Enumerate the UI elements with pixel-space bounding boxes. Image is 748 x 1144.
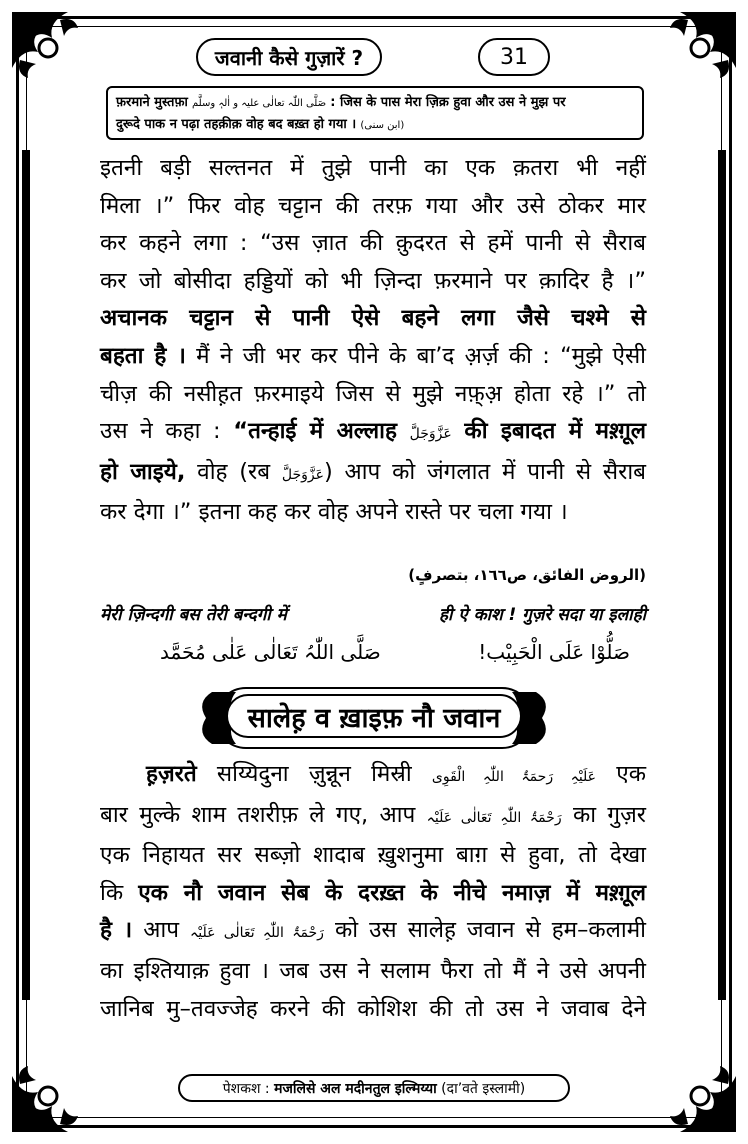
para1-line-9-pre: वोह (रब [185,458,282,485]
notice-line1-text: : जिस के पास मेरा ज़िक्र हुवा और उस ने मुझ पर [330,95,566,110]
para1-line-5: अचानक चट्टान से पानी ऐसे बहने लगा जैसे चश्मे से [100,305,646,332]
para2-line-6: का इश्तियाक़ हुवा । जब उस ने सलाम फैरा तो मैं ने उसे अपनी [100,957,646,984]
para1-line-9 [100,454,646,495]
para2-line-3: एक निहायत सर सब्ज़ो शादाब ख़ुशनुमा बाग़ से हुवा, तो देखा [100,842,646,869]
salawat-response: صَلَّی اللّٰہُ تَعَالٰی عَلٰی مُحَمَّد [160,640,381,664]
notice-source: (ابن سنی) [360,120,405,131]
para2-line-1-rest: सय्यिदुना ज़ुन्नून मिस्री [196,761,432,787]
poem-couplet [100,602,646,625]
notice-label: फ़रमाने मुस्तफ़ा [116,95,188,110]
paragraph-1 [100,150,646,532]
para1-line-4: कर जो बोसीदा हड्डियों को भी ज़िन्दा फ़रमाने पर क़ादिर है ।” [100,267,646,294]
para1-line-10: कर देगा ।” इतना कह कर वोह अपने रास्ते पर चला गया । [100,499,568,526]
page-number: 31 [478,38,550,76]
para1-line-8-pre: उस ने कहा : [100,418,234,445]
right-border-bar [718,150,726,1000]
para1-line-9-bold: हो जाइये, [100,458,186,485]
para1-line-8-bold-b: की इबादत में मश़्ग़ूल [464,418,647,445]
paragraph-2 [100,756,646,1028]
couplet-second-half: ही ऐ काश ! गुज़रे सदा या इलाही [438,605,646,625]
hadith-notice-box [106,86,644,140]
para1-line-6-bold: बहता है । [100,342,186,369]
honorific-rahmatullah-2: رَحْمَۃُ اللّٰہِ تَعَالٰی عَلَیْہ [190,925,324,942]
source-reference: (الروض الفائق، ص١٦٦، بتصرفٍ) [408,566,646,584]
notice-salutation: صَلَّی اللّٰہ تعالٰی علیہ و اٰلہٖ وسلَّم [192,98,327,109]
para2-line-1 [100,756,646,797]
honorific-azza-wajal: عَزَّوَجَلَّ [409,426,452,443]
honorific-alayhi-rahma: عَلَیْہِ رَحمَۃُ اللّٰہِ الْقَوِی [431,769,597,785]
honorific-azza-wajal-2: عَزَّوَجَلَّ [281,466,324,483]
para2-line-2-end: का गुज़र [561,801,647,828]
publisher-footer [178,1074,570,1102]
salawat-call: صَلُّوْا عَلَی الْحَبِیْب! [478,640,630,664]
footer-suffix: (दा’वते इस्लामी) [441,1080,526,1097]
book-title: जवानी कैसे गुज़ारें ? [196,38,382,76]
para2-line-1-end: एक [596,761,646,787]
para1-line-1: इतनी बड़ी सल्तनत में तुझे पानी का एक क़तरा भी नहीं [100,155,646,181]
para1-line-2: मिला ।” फिर वोह चट्टान की तरफ़ गया और उसे ठोकर मार [100,192,646,219]
para2-line-5-bold: है । [100,917,133,944]
para1-line-8 [100,413,646,454]
para1-line-3: कर कहने लगा : “उस ज़ात की क़ुदरत से हमें पानी से सैराब [100,230,646,257]
para1-line-7: चीज़ की नसीह़त फ़रमाइये जिस से मुझे नफ़्अ़ होता रहे ।” तो [100,380,646,407]
para2-line-4 [100,875,646,913]
para2-line-5-pre: आप [132,917,191,944]
para2-line-2 [100,797,646,838]
footer-publisher: मजलिसे अल मदीनतुल इल्मिय्या [274,1080,437,1097]
para2-line-4-pre: कि [100,879,139,906]
left-border-bar [22,150,30,1000]
para1-line-9-rest: ) आप को जंगलात में पानी से सैराब [323,458,647,485]
footer-label: पेशकश : [222,1080,270,1097]
para1-line-8-bold-a: “तन्हाई में अल्लाह [233,418,397,445]
corner-ornament-top-right [644,8,740,104]
para2-line-4-bold: एक नौ जवान सेब के दरख़्त के नीचे नमाज़ में मश़्ग़ूल [138,879,646,906]
para1-line-6-rest: मैं ने जी भर कर पीने के बा’द अ़र्ज़ की : “मुझे ऐसी [185,342,646,369]
section-heading-frame [196,686,552,750]
corner-ornament-top-left [8,8,104,104]
notice-line-1 [116,92,634,114]
para2-line-2-pre: बार मुल्के शाम तशरीफ़ ले गए, आप [100,801,427,828]
section-heading: सालेह़ व ख़ाइफ़ नौ जवान [226,694,522,738]
para2-line-7: जानिब मु–तवज्जेह करने की कोशिश की तो उस ने जवाब देने [100,995,646,1022]
corner-ornament-bottom-left [8,1040,104,1136]
notice-line2-text: दुरूदे पाक न पढ़ा तहक़ीक़ वोह बद बख़्त हो गया । [116,117,357,132]
couplet-first-half: मेरी ज़िन्दगी बस तेरी बन्दगी में [100,605,287,625]
salawat-line [160,640,630,664]
honorific-rahmatullah: رَحْمَۃُ اللّٰہِ تَعَالٰی عَلَیْہ [426,809,562,826]
para2-line-5 [100,912,646,953]
notice-line-2 [116,114,634,136]
para2-line-5-end: को उस सालेह़ जवान से हम–कलामी [323,917,646,944]
corner-ornament-bottom-right [644,1040,740,1136]
para2-line-1-bold: ह़ज़रते [146,761,197,787]
para1-line-6 [100,338,646,376]
